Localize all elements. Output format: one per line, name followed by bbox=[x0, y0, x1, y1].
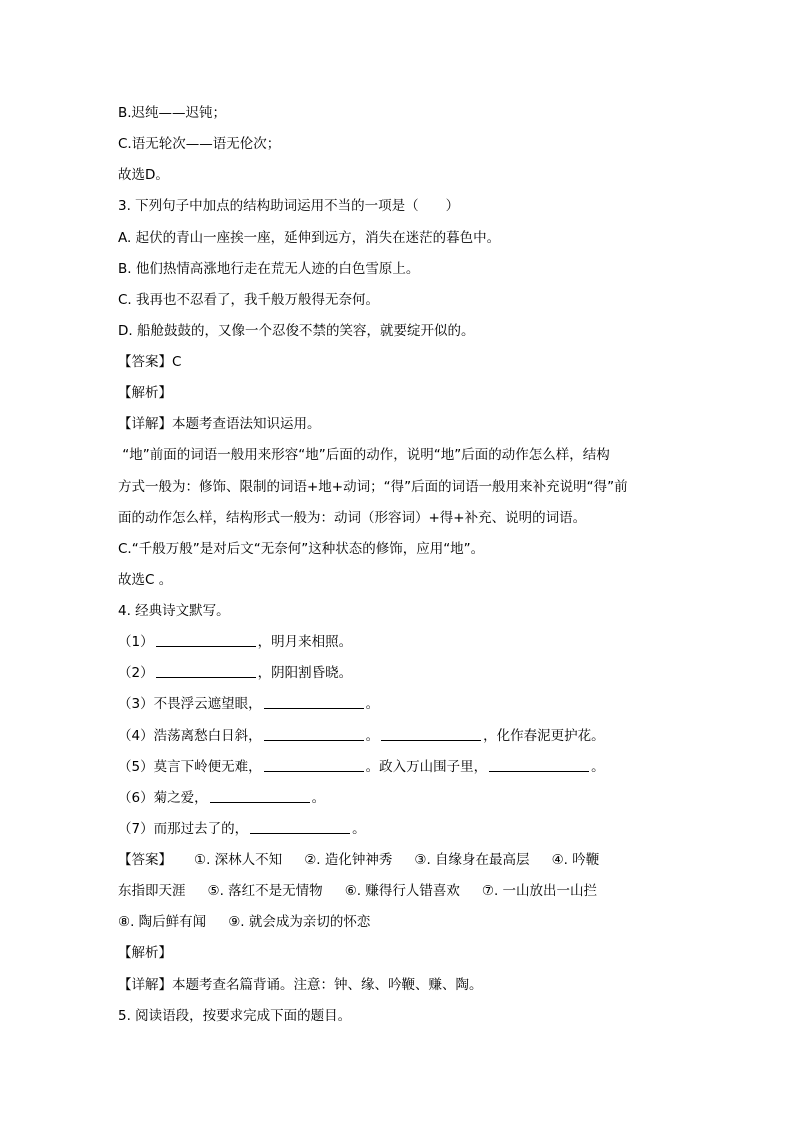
text-segment: 。政入万山围子里， bbox=[365, 758, 488, 775]
text-line bbox=[118, 907, 678, 938]
text-segment: A. 起伏的青山一座挨一座，延伸到远方，消失在迷茫的暮色中。 bbox=[118, 229, 501, 246]
text-segment: 【详解】本题考查名篇背诵。注意：钟、缘、吟鞭、赚、陶。 bbox=[118, 976, 483, 993]
text-segment: D. 船舱鼓鼓的，又像一个忍俊不禁的笑容，就要绽开似的。 bbox=[118, 322, 475, 339]
text-segment: （3）不畏浮云遮望眼， bbox=[118, 696, 262, 713]
text-segment: ⑤. 落红不是无情物 bbox=[207, 883, 323, 900]
text-line bbox=[118, 627, 678, 658]
text-segment: 【答案】C bbox=[118, 354, 182, 370]
fill-in-blank bbox=[264, 757, 364, 772]
text-segment: 。 bbox=[365, 696, 380, 713]
text-line bbox=[118, 783, 678, 814]
text-line bbox=[118, 440, 678, 471]
text-segment: 方式一般为：修饰、限制的词语+地+动词；“得”后面的词语一般用来补充说明“得”前 bbox=[118, 478, 628, 495]
fill-in-blank bbox=[489, 757, 589, 772]
text-segment: （5）莫言下岭便无难， bbox=[118, 758, 262, 775]
text-segment: （1） bbox=[118, 634, 154, 651]
text-segment: 3. 下列句子中加点的结构助词运用不当的一项是（ ） bbox=[118, 198, 460, 215]
text-line bbox=[118, 814, 678, 845]
text-line bbox=[118, 223, 678, 254]
text-segment: 4. 经典诗文默写。 bbox=[118, 603, 230, 619]
fill-in-blank bbox=[210, 788, 310, 803]
text-segment: 。 bbox=[365, 727, 380, 744]
text-line bbox=[118, 658, 678, 689]
text-line bbox=[118, 752, 678, 783]
text-segment: ，化作春泥更护花。 bbox=[483, 727, 605, 744]
text-segment: B. 他们热情高涨地行走在荒无人迹的白色雪原上。 bbox=[118, 260, 420, 277]
text-line bbox=[118, 160, 678, 191]
text-segment: 。 bbox=[311, 789, 326, 806]
fill-in-blank bbox=[264, 726, 364, 741]
text-line bbox=[118, 503, 678, 534]
text-segment: C. 我再也不忍看了，我千般万般得无奈何。 bbox=[118, 291, 380, 308]
fill-in-blank bbox=[156, 632, 256, 647]
text-segment: ⑧. 陶后鲜有闻 bbox=[118, 914, 207, 931]
text-line bbox=[118, 845, 678, 876]
text-line bbox=[118, 285, 678, 316]
text-line bbox=[118, 409, 678, 440]
text-line bbox=[118, 254, 678, 285]
text-segment: B.迟纯——迟钝； bbox=[118, 105, 227, 121]
text-segment: ④. 吟鞭 bbox=[551, 852, 600, 868]
text-segment: 故选D。 bbox=[118, 167, 169, 184]
text-segment: ，明月来相照。 bbox=[257, 634, 353, 651]
text-line bbox=[118, 378, 678, 409]
text-segment: ②. 造化钟神秀 bbox=[304, 852, 393, 868]
text-segment: “地”前面的词语一般用来形容“地”后面的动作，说明“地”后面的动作怎么样，结构 bbox=[118, 447, 610, 464]
text-line bbox=[118, 316, 678, 347]
text-segment: ①. 深林人不知 bbox=[194, 852, 283, 868]
text-segment: 【解析】 bbox=[118, 385, 172, 402]
text-line bbox=[118, 721, 678, 752]
text-line bbox=[118, 534, 678, 565]
text-line bbox=[118, 689, 678, 720]
fill-in-blank bbox=[156, 663, 256, 678]
text-segment: ⑨. 就会成为亲切的怀恋 bbox=[228, 914, 371, 931]
text-line bbox=[118, 1001, 678, 1032]
text-segment: （6）菊之爱， bbox=[118, 789, 208, 806]
text-segment: 【解析】 bbox=[118, 945, 172, 962]
text-line bbox=[118, 565, 678, 596]
text-segment: ，阴阳割昏晓。 bbox=[257, 665, 353, 682]
text-segment: （4）浩荡离愁白日斜， bbox=[118, 727, 262, 744]
text-line bbox=[118, 98, 678, 129]
document-page bbox=[118, 98, 678, 1032]
text-segment: 东指即天涯 bbox=[118, 883, 186, 900]
text-segment: 。 bbox=[352, 820, 366, 837]
text-line bbox=[118, 472, 678, 503]
text-segment: C.语无轮次——语无伦次； bbox=[118, 136, 281, 153]
text-line bbox=[118, 347, 678, 378]
text-line bbox=[118, 129, 678, 160]
text-segment: ③. 自缘身在最高层 bbox=[414, 852, 530, 868]
text-line bbox=[118, 876, 678, 907]
text-line bbox=[118, 191, 678, 222]
text-line bbox=[118, 596, 678, 627]
text-segment: （2） bbox=[118, 665, 154, 682]
fill-in-blank bbox=[381, 726, 481, 741]
text-segment: 故选C 。 bbox=[118, 571, 173, 588]
text-segment: ⑥. 赚得行人错喜欢 bbox=[344, 883, 460, 900]
text-segment: 【详解】本题考查语法知识运用。 bbox=[118, 416, 321, 433]
text-segment: 面的动作怎么样，结构形式一般为：动词（形容词）+得+补充、说明的词语。 bbox=[118, 509, 587, 526]
text-segment: ⑦. 一山放出一山拦 bbox=[481, 883, 598, 900]
text-segment: （7）而那过去了的， bbox=[118, 820, 249, 837]
text-segment: 5. 阅读语段，按要求完成下面的题目。 bbox=[118, 1007, 352, 1024]
text-segment: 【答案】 bbox=[118, 852, 172, 868]
text-segment: 。 bbox=[591, 758, 605, 775]
text-line bbox=[118, 970, 678, 1001]
fill-in-blank bbox=[264, 694, 364, 709]
text-segment: C.“千般万般”是对后文“无奈何”这种状态的修饰，应用“地”。 bbox=[118, 540, 485, 557]
fill-in-blank bbox=[250, 819, 350, 834]
text-line bbox=[118, 938, 678, 969]
